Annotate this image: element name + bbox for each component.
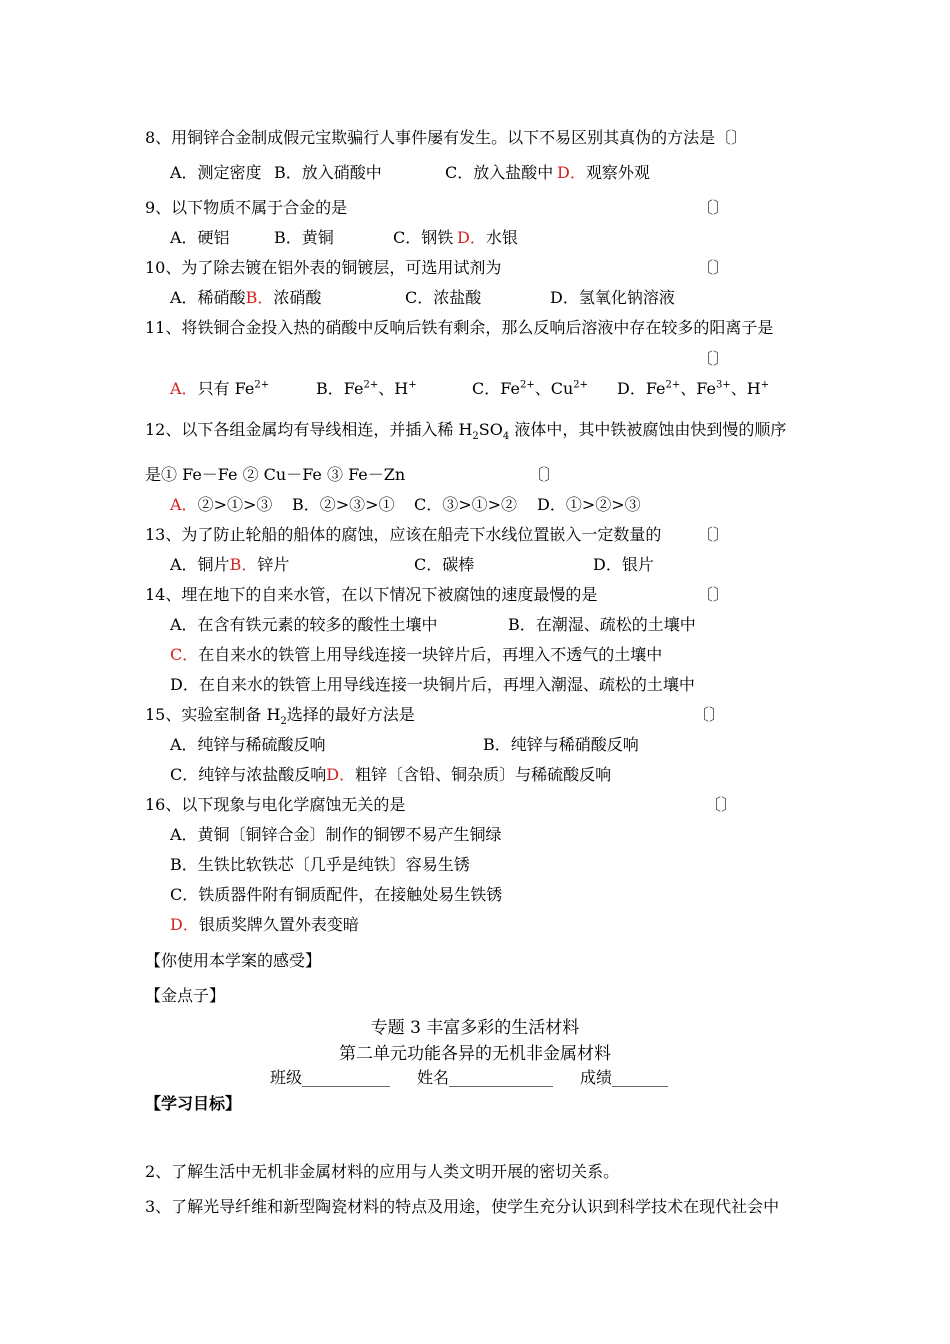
question-12-paren: 〔〕 <box>528 465 561 484</box>
question-12-option-d: D．①>②>③ <box>537 495 641 514</box>
question-12-option-b: B．②>③>① <box>292 495 395 514</box>
objectives-label: 【学习目标】 <box>145 1094 242 1113</box>
question-11-option-d-charge-1: 2+ <box>665 379 681 391</box>
question-9-option-a: A．硬铝 <box>170 228 230 247</box>
question-14-answer-letter: C． <box>170 645 199 664</box>
question-8-option-a: A．测定密度 <box>170 163 262 182</box>
question-11-option-c-charge-2: 2+ <box>573 379 589 391</box>
question-9-paren: 〔〕 <box>697 198 730 217</box>
question-11-option-d-ion-2: 、Fe <box>680 379 716 398</box>
question-15-option-a: A．纯锌与稀硫酸反响 <box>170 735 326 754</box>
topic-title: 专题 3 丰富多彩的生活材料 <box>370 1018 580 1038</box>
question-11-option-c-ion: 、Cu <box>534 379 574 398</box>
question-15-option-d: 粗锌〔含铅、铜杂质〕与稀硫酸反响 <box>355 765 612 784</box>
question-13-answer-letter: B． <box>229 555 258 574</box>
question-11-option-d-charge-2: 3+ <box>715 379 731 391</box>
question-11-option-b-ion: 、H <box>378 379 409 398</box>
unit-title: 第二单元功能各异的无机非金属材料 <box>339 1044 611 1064</box>
class-field: 班级___________ <box>270 1068 391 1087</box>
question-16-stem: 16、以下现象与电化学腐蚀无关的是 <box>145 795 406 814</box>
question-15-paren: 〔〕 <box>693 705 726 724</box>
objective-3: 3、了解光导纤维和新型陶瓷材料的特点及用途，使学生充分认识到科学技术在现代社会中 <box>145 1197 780 1216</box>
question-10-answer-letter: B． <box>245 288 274 307</box>
name-field: 姓名_____________ <box>417 1068 554 1087</box>
question-15-stem: 15、实验室制备 $H_2$选择的最好方法是 <box>145 705 415 728</box>
question-12-option-a: ②>①>③ <box>197 495 273 514</box>
question-11-option-b-charge-1: 2+ <box>363 379 379 391</box>
question-13-stem: 13、为了防止轮船的船体的腐蚀，应该在船壳下水线位置嵌入一定数量的 <box>145 525 662 544</box>
feedback-label: 【你使用本学案的感受】 <box>145 951 322 970</box>
question-8-option-d: 观察外观 <box>585 163 650 182</box>
question-15-answer-letter: D． <box>326 765 356 784</box>
question-8-stem: 8、用铜锌合金制成假元宝欺骗行人事件屡有发生。以下不易区别其真伪的方法是〔〕 <box>145 128 748 147</box>
question-9-option-b: B．黄铜 <box>274 228 334 247</box>
question-11-option-d: D．Fe <box>617 379 666 398</box>
question-10-stem: 10、为了除去镀在铝外表的铜镀层，可选用试剂为 <box>145 258 502 277</box>
question-15-option-b: B．纯锌与稀硝酸反响 <box>483 735 639 754</box>
question-8-option-b: B．放入硝酸中 <box>274 163 382 182</box>
question-16-option-c: C．铁质器件附有铜质配件，在接触处易生铁锈 <box>170 885 503 904</box>
question-14-option-b: B．在潮湿、疏松的土壤中 <box>508 615 696 634</box>
question-11-paren: 〔〕 <box>697 349 730 368</box>
question-13-option-a: A．铜片 <box>170 555 230 574</box>
question-13-paren: 〔〕 <box>697 525 730 544</box>
question-16-option-b: B．生铁比软铁芯〔几乎是纯铁〕容易生锈 <box>170 855 470 874</box>
question-12-option-c: C．③>①>② <box>414 495 518 514</box>
question-11-answer-letter: A． <box>170 379 198 398</box>
question-11-option-d-charge-3: + <box>760 379 770 391</box>
question-9-answer-letter: D． <box>457 228 486 247</box>
question-10-option-b: 浓硝酸 <box>273 288 322 307</box>
question-9-stem: 9、以下物质不属于合金的是 <box>145 198 348 217</box>
question-16-option-a: A．黄铜〔铜锌合金〕制作的铜锣不易产生铜绿 <box>170 825 502 844</box>
question-11-option-c: C．Fe <box>472 379 520 398</box>
question-10-option-d: D．氢氧化钠溶液 <box>550 288 675 307</box>
question-12-stem-line-2: 是① Fe－Fe ② Cu－Fe ③ Fe－Zn <box>145 465 406 484</box>
question-13-option-c: C．碳棒 <box>414 555 475 574</box>
question-8-answer-letter: D． <box>557 163 586 182</box>
question-11-option-b: B．Fe <box>316 379 364 398</box>
question-10-option-c: C．浓盐酸 <box>405 288 482 307</box>
question-11-option-b-charge-2: + <box>408 379 417 391</box>
question-14-stem: 14、埋在地下的自来水管，在以下情况下被腐蚀的速度最慢的是 <box>145 585 598 604</box>
question-9-option-c: C．钢铁 <box>393 228 454 247</box>
question-15-option-c: C．纯锌与浓盐酸反响 <box>170 765 327 784</box>
question-9-option-d: 水银 <box>485 228 518 247</box>
question-14-option-a: A．在含有铁元素的较多的酸性土壤中 <box>170 615 438 634</box>
question-16-answer-letter: D． <box>170 915 199 934</box>
question-13-option-b: 锌片 <box>257 555 290 574</box>
question-11-option-d-ion-3: 、H <box>730 379 761 398</box>
objective-2: 2、了解生活中无机非金属材料的应用与人类文明开展的密切关系。 <box>145 1162 620 1181</box>
question-10-paren: 〔〕 <box>697 258 730 277</box>
question-11-option-a: 只有 Fe <box>197 379 255 398</box>
question-11-option-c-charge-1: 2+ <box>519 379 535 391</box>
question-16-paren: 〔〕 <box>705 795 738 814</box>
question-11-stem: 11、将铁铜合金投入热的硝酸中反响后铁有剩余，那么反响后溶液中存在较多的阳离子是 <box>145 318 774 337</box>
question-8-option-c: C．放入盐酸中 <box>445 163 554 182</box>
score-field: 成绩_______ <box>580 1068 669 1087</box>
question-16-option-d: 银质奖牌久置外表变暗 <box>198 915 359 934</box>
gold-idea-label: 【金点子】 <box>145 986 226 1005</box>
question-11-option-a-charge: 2+ <box>254 379 270 391</box>
question-14-option-c: 在自来水的铁管上用导线连接一块锌片后，再埋入不透气的土壤中 <box>198 645 663 664</box>
question-12-answer-letter: A． <box>170 495 198 514</box>
question-10-option-a: A．稀硝酸 <box>170 288 246 307</box>
question-14-paren: 〔〕 <box>697 585 730 604</box>
question-12-stem: 12、以下各组金属均有导线相连，并插入稀 $H_2SO_4$ 液体中，其中铁被腐蚀由快到慢的顺序 <box>145 420 787 443</box>
question-13-option-d: D．银片 <box>593 555 654 574</box>
question-14-option-d: D．在自来水的铁管上用导线连接一块铜片后，再埋入潮湿、疏松的土壤中 <box>170 675 695 694</box>
